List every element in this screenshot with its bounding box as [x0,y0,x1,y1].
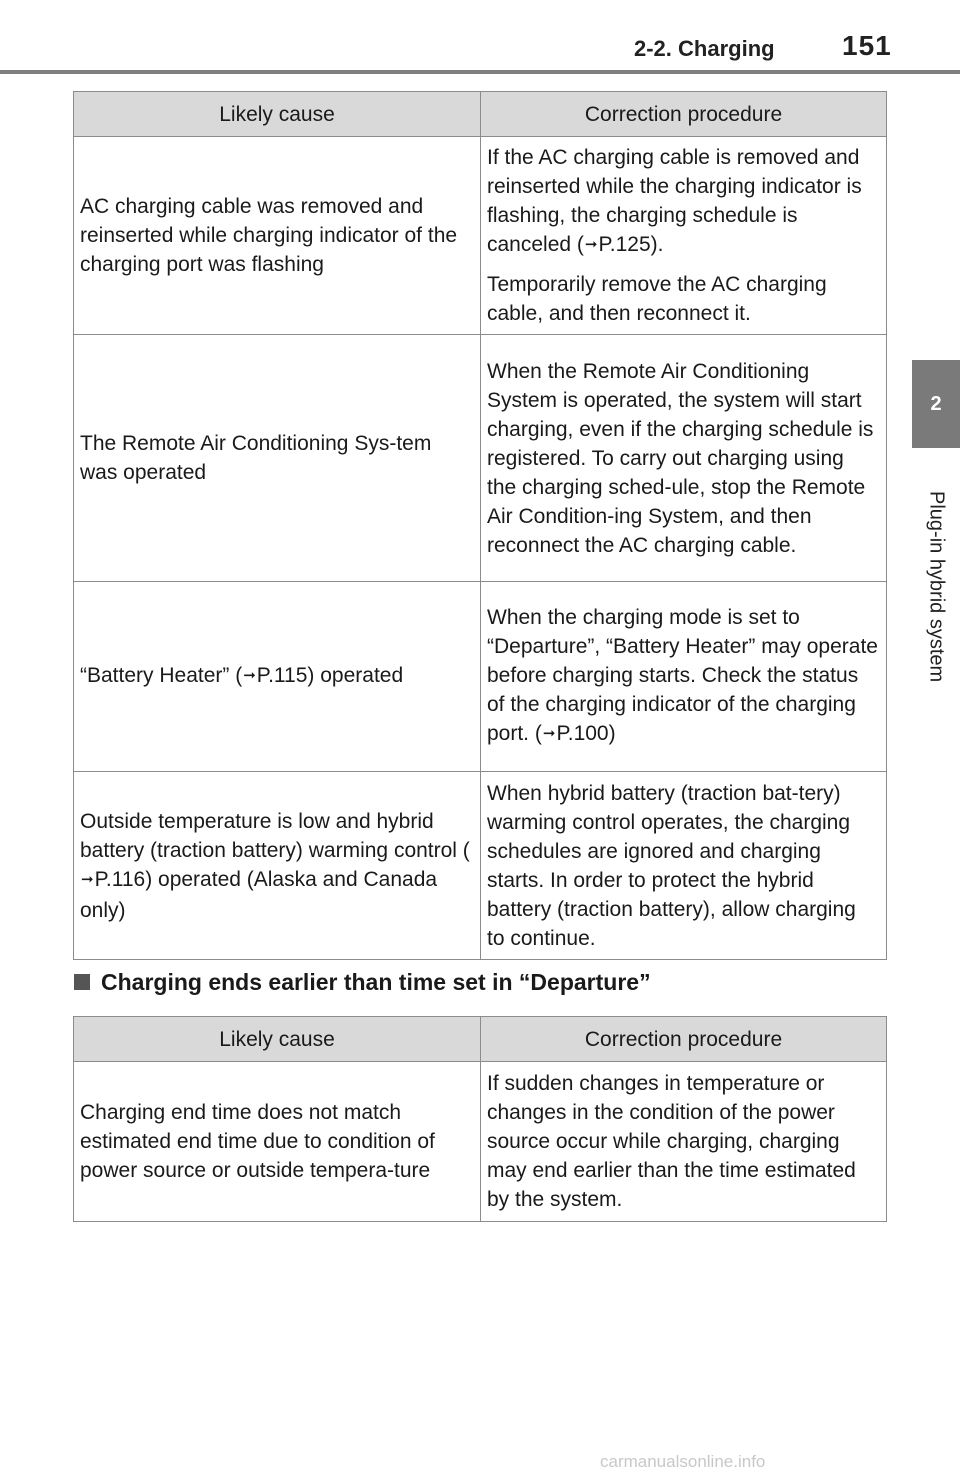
header-divider [0,70,960,74]
page-number: 151 [842,30,892,61]
section-heading: Charging ends earlier than time set in “Departure” [74,969,651,996]
procedure-cell: If sudden changes in temperature or changes in the condition of the power source occur while charging, charging may end earlier than the time estimated by the system. [481,1062,887,1222]
troubleshooting-table-2 [73,1016,887,1222]
table-row [74,772,887,960]
arrow-right-icon: ➞ [542,725,556,742]
arrow-right-icon: ➞ [81,870,94,888]
column-header-procedure: Correction procedure [481,1017,887,1062]
cause-cell: The Remote Air Conditioning Sys-tem was operated [74,335,481,582]
column-header-procedure: Correction procedure [481,92,887,137]
cause-cell: Charging end time does not match estimated end time due to condition of power source or outside tempera-ture [74,1062,481,1222]
chapter-tab [912,360,960,448]
square-bullet-icon [74,974,90,990]
procedure-cell: When hybrid battery (traction bat-tery) warming control operates, the charging schedules are ignored and charging starts. In order to protect the hybrid battery (traction battery), allow charging to continue. [481,772,887,960]
arrow-right-icon: ➞ [584,236,598,253]
table-row [74,137,887,335]
column-header-cause: Likely cause [74,1017,481,1062]
cause-cell: Outside temperature is low and hybrid battery (traction battery) warming control (➞P.116) operated (Alaska and Canada only) [74,772,481,960]
chapter-side-label [913,462,959,712]
procedure-cell: When the charging mode is set to “Departure”, “Battery Heater” may operate before charging starts. Check the status of the charging indicator of the charging port. (➞P.100) [481,582,887,772]
table-header-row [74,92,887,137]
chapter-label: Plug-in hybrid system [925,491,948,683]
troubleshooting-table-1 [73,91,887,960]
chapter-number: 2 [930,392,942,415]
table-row [74,1062,887,1222]
column-header-cause: Likely cause [74,92,481,137]
cause-cell: “Battery Heater” (➞P.115) operated [74,582,481,772]
section-title: 2-2. Charging [634,36,775,61]
procedure-cell: When the Remote Air Conditioning System is operated, the system will start charging, even if the charging schedule is registered. To carry out charging using the charging sched-ule, stop the Remote Air Condition-ing System, and then reconnect the AC charging cable. [481,335,887,582]
arrow-right-icon: ➞ [243,667,256,684]
procedure-cell: If the AC charging cable is removed and reinserted while the charging indicator is flashing, the charging schedule is canceled (➞P.125). Temporarily remove the AC charging cable, and then reconnect it. [481,137,887,335]
cause-cell: AC charging cable was removed and reinserted while charging indicator of the charging port was flashing [74,137,481,335]
watermark: carmanualsonline.info [600,1452,766,1471]
table-header-row [74,1017,887,1062]
table-row [74,582,887,772]
table-row [74,335,887,582]
